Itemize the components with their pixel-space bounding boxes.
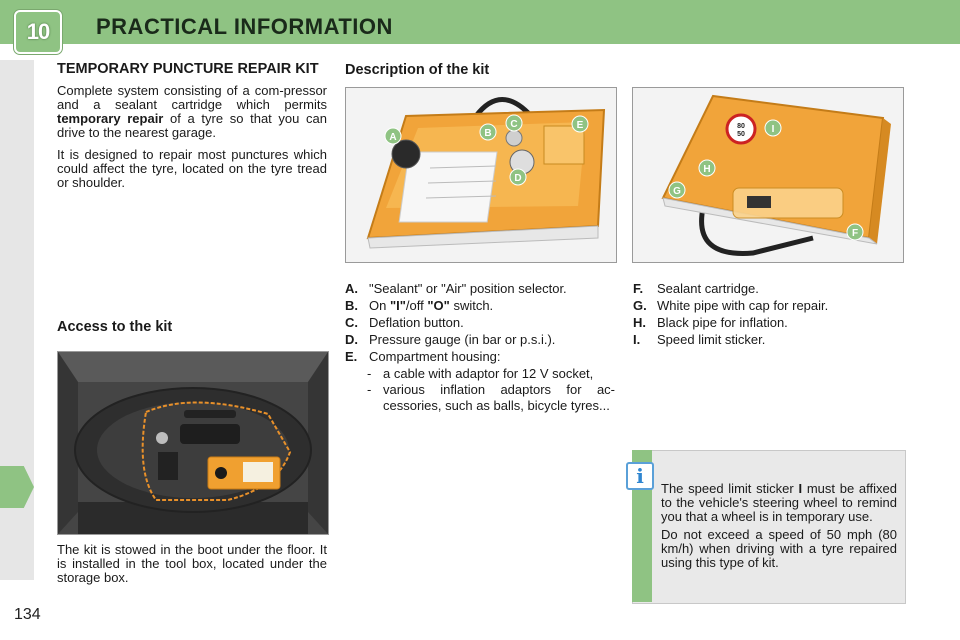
intro-section [57, 62, 327, 190]
item-text: switch. [449, 298, 494, 313]
callout-c [506, 115, 522, 131]
coverage-paragraph: It is designed to repair most punctures which could affect the tyre, located on the tyre tread or shoulder. [57, 147, 327, 190]
callout-g [669, 182, 685, 198]
svg-text:F: F [851, 228, 859, 239]
item-key: A. [345, 281, 358, 296]
item-key: B. [345, 298, 358, 313]
subitem-text: a cable with adaptor for 12 V socket, [383, 366, 594, 381]
item-text: On [369, 298, 390, 313]
svg-text:I: I [771, 124, 775, 135]
list-item [633, 332, 903, 348]
info-paragraph [661, 482, 897, 524]
callout-h [699, 160, 715, 176]
item-text: White pipe with cap for repair. [657, 298, 829, 313]
svg-text:A: A [389, 132, 397, 143]
callout-d [510, 169, 526, 185]
info-text-end: must be affixed to the vehicle's steering wheel to remind you that a wheel is in temporary use. [661, 481, 897, 524]
callout-a [385, 128, 401, 144]
page-title: PRACTICAL INFORMATION [96, 14, 393, 39]
svg-text:D: D [514, 173, 522, 184]
list-item [345, 349, 615, 365]
callout-f [847, 224, 863, 240]
info-bold: I [798, 481, 803, 496]
svg-text:G: G [673, 186, 681, 197]
list-item [345, 298, 615, 314]
callout-i [765, 120, 781, 136]
callout-b [480, 124, 496, 140]
list-item [345, 315, 615, 331]
info-paragraph: Do not exceed a speed of 50 mph (80 km/h) when driving with a tyre repaired using this type of kit. [661, 527, 897, 570]
svg-text:B: B [484, 128, 492, 139]
info-text-start: The speed limit sticker [661, 481, 799, 496]
subitem-text: various inflation adaptors for ac-cessories, such as balls, bicycle tyres... [383, 382, 615, 413]
item-text: Deflation button. [369, 315, 464, 330]
item-text: "Sealant" or "Air" position selector. [369, 281, 567, 296]
list-item [633, 315, 903, 331]
access-title: Access to the kit [57, 319, 173, 335]
item-key: F. [633, 281, 644, 296]
list-item [345, 332, 615, 348]
svg-text:H: H [703, 164, 711, 175]
chapter-badge: 10 [14, 10, 62, 54]
item-text: Black pipe for inflation. [657, 315, 788, 330]
item-text: Pressure gauge (in bar or p.s.i.). [369, 332, 556, 347]
sticker-value-1: 80 [737, 123, 745, 130]
component-list-right [633, 281, 903, 349]
item-key: E. [345, 349, 358, 364]
svg-text:C: C [510, 119, 518, 130]
kit-image-front [345, 87, 617, 263]
sticker-value-2: 50 [737, 131, 745, 138]
dash-bullet: - [367, 382, 372, 397]
kit-back-illustration [633, 88, 903, 262]
section-title: TEMPORARY PUNCTURE REPAIR KIT [57, 61, 319, 77]
item-key: D. [345, 332, 358, 347]
list-item [633, 298, 903, 314]
item-text: /off [405, 298, 428, 313]
item-key: I. [633, 332, 641, 347]
item-text: Speed limit sticker. [657, 332, 766, 347]
boot-image [57, 351, 329, 535]
sub-list-item [345, 366, 615, 382]
boot-illustration [58, 352, 328, 534]
item-key: G. [633, 298, 647, 313]
kit-image-back [632, 87, 904, 263]
item-bold: "I" [389, 298, 406, 313]
callout-e [572, 116, 588, 132]
sub-list-item [345, 382, 615, 414]
item-text: Compartment housing: [369, 349, 501, 364]
list-item [633, 281, 903, 297]
intro-text: Complete system consisting of a com-pressor and a sealant cartridge which permits [57, 83, 327, 112]
description-title: Description of the kit [345, 62, 490, 78]
item-key: H. [633, 315, 646, 330]
intro-bold: temporary repair [57, 111, 164, 126]
intro-paragraph [57, 84, 327, 140]
list-item [345, 281, 615, 297]
dash-bullet: - [367, 366, 372, 381]
info-text [661, 482, 897, 574]
item-key: C. [345, 315, 358, 330]
item-bold: "O" [427, 298, 450, 313]
info-icon: i [626, 462, 654, 490]
svg-text:E: E [576, 120, 584, 131]
component-list-left [345, 281, 615, 414]
access-caption: The kit is stowed in the boot under the floor. It is installed in the tool box, located under the storage box. [57, 542, 327, 585]
intro-text-end: of a tyre so that you can drive to the nearest garage. [57, 111, 328, 140]
page-number: 134 [14, 606, 41, 623]
kit-front-illustration [346, 88, 616, 262]
item-text: Sealant cartridge. [657, 281, 759, 296]
